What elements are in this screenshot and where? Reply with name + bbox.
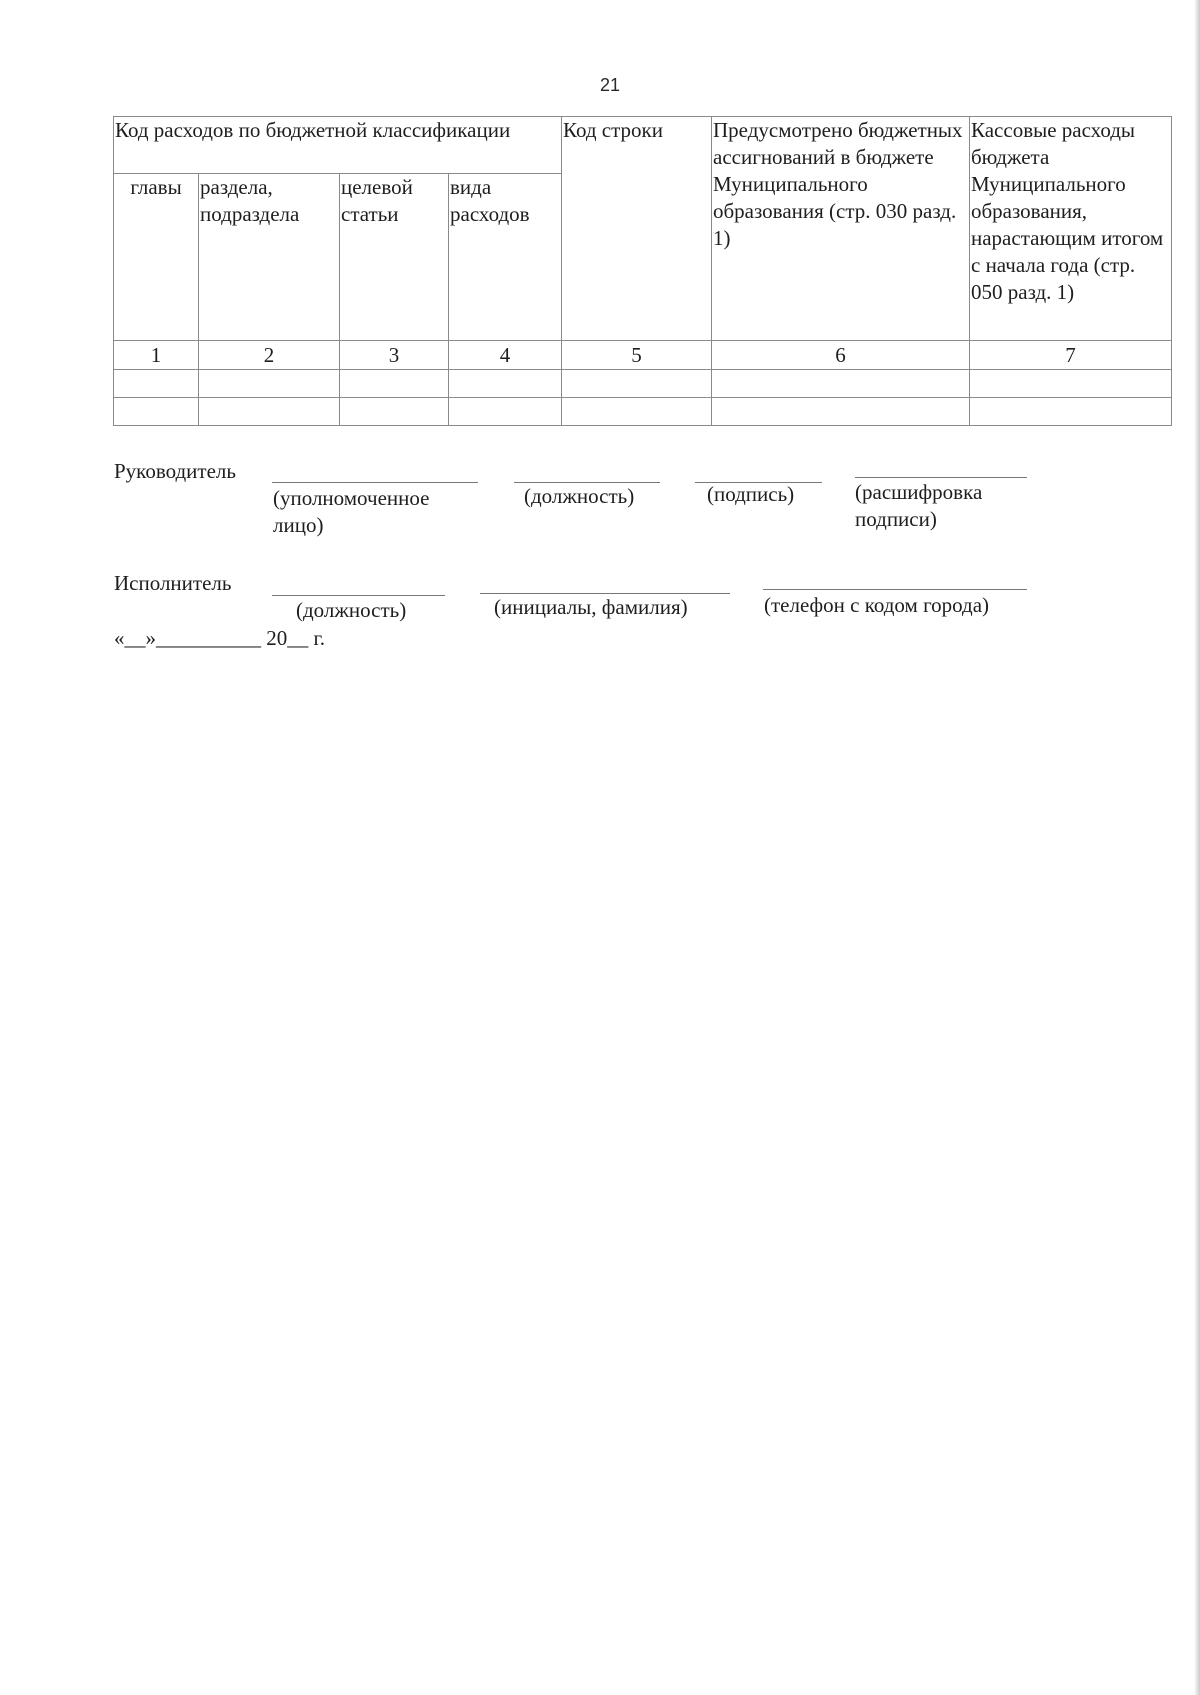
table-cell[interactable] (449, 398, 562, 426)
table-cell[interactable] (199, 398, 340, 426)
page-edge-shadow (1194, 0, 1200, 1695)
subheader-target: целевой статьи (340, 174, 449, 341)
column-number: 2 (199, 341, 340, 370)
column-number: 1 (114, 341, 199, 370)
subheader-expense-type: вида расходов (449, 174, 562, 341)
header-code-group: Код расходов по бюджетной классификации (114, 117, 562, 174)
subheader-chapter: главы (114, 174, 199, 341)
table-cell[interactable] (114, 398, 199, 426)
table-cell[interactable] (562, 398, 712, 426)
table-cell[interactable] (712, 398, 970, 426)
header-cash-expenses: Кассовые расходы бюджета Муниципального образования, нарастающим итогом с начала года (стр. 050 разд. 1) (970, 117, 1172, 341)
executor-phone-line[interactable] (763, 589, 1027, 590)
column-number: 7 (970, 341, 1172, 370)
column-number: 5 (562, 341, 712, 370)
head-position-caption: (должность) (524, 484, 635, 508)
head-signature-decoding-line[interactable] (855, 477, 1027, 478)
head-authorized-person-caption: (уполномоченное лицо) (273, 486, 430, 537)
column-number: 4 (449, 341, 562, 370)
table-header-row (114, 117, 1172, 174)
head-signature-decoding-caption: (расшифровка подписи) (855, 480, 983, 531)
column-number: 6 (712, 341, 970, 370)
executor-phone-caption: (телефон с кодом города) (764, 593, 990, 617)
column-number: 3 (340, 341, 449, 370)
head-label: Руководитель (114, 459, 236, 483)
table-row (114, 398, 1172, 426)
header-planned: Предусмотрено бюджетных ассигнований в бюджете Муниципального образования (стр. 030 разд. 1) (712, 117, 970, 341)
table-cell[interactable] (340, 398, 449, 426)
table-cell[interactable] (449, 370, 562, 398)
executor-position-caption: (должность) (296, 598, 407, 622)
head-signature-caption: (подпись) (707, 482, 795, 506)
column-number-row (114, 341, 1172, 370)
executor-initials-caption: (инициалы, фамилия) (494, 595, 688, 619)
table-cell[interactable] (340, 370, 449, 398)
executor-position-line[interactable] (272, 595, 445, 596)
table-cell[interactable] (970, 370, 1172, 398)
table-cell[interactable] (970, 398, 1172, 426)
table-row (114, 370, 1172, 398)
header-row-code: Код строки (562, 117, 712, 341)
head-authorized-person-line[interactable] (272, 482, 478, 483)
table-cell[interactable] (562, 370, 712, 398)
table-cell[interactable] (199, 370, 340, 398)
budget-report-table (113, 116, 1172, 426)
page-number: 21 (599, 75, 621, 95)
date-line[interactable]: «__»__________ 20__ г. (114, 626, 325, 650)
table-cell[interactable] (712, 370, 970, 398)
table-cell[interactable] (114, 370, 199, 398)
subheader-section: раздела, подраздела (199, 174, 340, 341)
executor-label: Исполнитель (114, 571, 232, 595)
